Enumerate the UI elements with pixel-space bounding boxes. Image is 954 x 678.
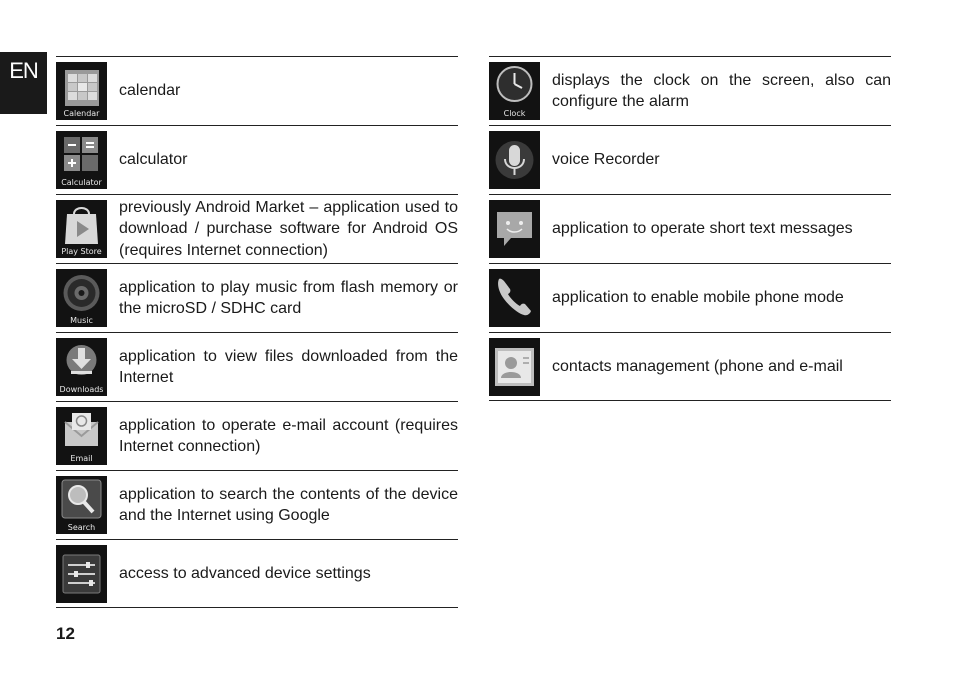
item-description: contacts management (phone and e-mail	[552, 357, 843, 375]
downloads-icon	[56, 338, 107, 396]
item-description: displays the clock on the screen, also can configure the alarm	[552, 71, 891, 110]
settings-icon	[56, 545, 107, 603]
icon-caption: Search	[67, 523, 96, 532]
item-description: application to enable mobile phone mode	[552, 289, 844, 307]
item-description: application to search the contents of the device and the Internet using Google	[119, 485, 458, 524]
phone-icon	[489, 269, 540, 327]
music-icon	[56, 269, 107, 327]
list-item	[489, 125, 891, 194]
play-store-icon	[56, 200, 107, 258]
search-icon	[56, 476, 107, 534]
list-item	[56, 56, 458, 125]
message-icon	[489, 200, 540, 258]
microphone-icon	[489, 131, 540, 189]
list-item	[489, 263, 891, 332]
left-app-list	[56, 56, 458, 608]
list-item	[489, 332, 891, 401]
list-item	[56, 470, 458, 539]
calculator-icon	[56, 131, 107, 189]
calendar-icon	[56, 62, 107, 120]
item-description: voice Recorder	[552, 151, 660, 169]
list-item	[56, 401, 458, 470]
item-description: application to view files downloaded from the Internet	[119, 347, 458, 386]
list-item	[56, 539, 458, 608]
icon-caption: Downloads	[59, 385, 104, 394]
language-tab: EN	[0, 52, 47, 114]
email-icon	[56, 407, 107, 465]
list-item	[56, 125, 458, 194]
icon-caption: Calendar	[63, 109, 100, 118]
icon-caption: Email	[70, 454, 93, 463]
contacts-icon	[489, 338, 540, 396]
list-item	[56, 332, 458, 401]
icon-caption: Calculator	[61, 178, 102, 187]
item-description: access to advanced device settings	[119, 564, 371, 582]
right-app-list	[489, 56, 891, 401]
item-description: application to operate e-mail account (requires Internet connection)	[119, 416, 458, 455]
page-number: 12	[56, 624, 75, 643]
list-item	[56, 263, 458, 332]
list-item	[56, 194, 458, 263]
item-description: calendar	[119, 82, 181, 100]
clock-icon	[489, 62, 540, 120]
item-description: calculator	[119, 151, 188, 169]
list-item	[489, 56, 891, 125]
icon-caption: Clock	[503, 109, 526, 118]
icon-caption: Play Store	[61, 247, 102, 256]
list-item	[489, 194, 891, 263]
item-description: application to play music from flash memory or the microSD / SDHC card	[119, 278, 458, 317]
icon-caption: Music	[70, 316, 93, 325]
item-description: application to operate short text messages	[552, 220, 853, 238]
item-description: previously Android Market – application used to download / purchase software for Android OS (requires Internet connection)	[119, 198, 458, 259]
